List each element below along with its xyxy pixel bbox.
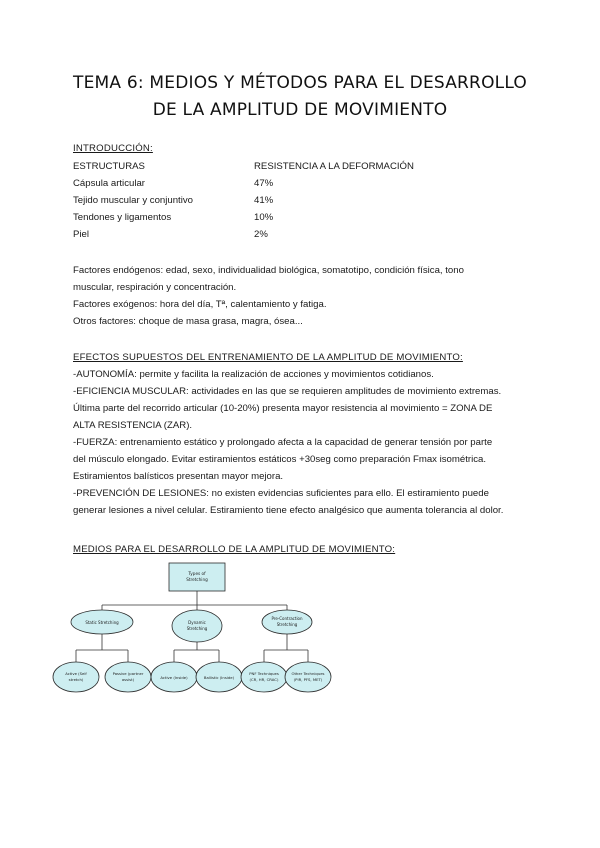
factors-line: Factores endógenos: edad, sexo, individualidad biológica, somatotipo, condición física, tono: [73, 265, 464, 276]
leaf-label-line: Passive (partner: [112, 671, 144, 676]
col-structures-header: ESTRUCTURAS: [73, 161, 145, 172]
effects-line: -PREVENCIÓN DE LESIONES: no existen evidencias suficientes para ello. El estiramiento puede: [73, 488, 489, 499]
structure-value: 2%: [254, 229, 268, 240]
node-label-line: Stretching: [276, 622, 298, 627]
leaf-label-line: stretch): [68, 677, 84, 682]
leaf-label-line: Ballistic (Inside): [203, 675, 235, 680]
leaf-label-line: (CR, HR, CRAC): [249, 677, 279, 682]
factors-line: muscular, respiración y concentración.: [73, 282, 237, 293]
factors-line: Otros factores: choque de masa grasa, magra, ósea...: [73, 316, 303, 327]
effects-line: -EFICIENCIA MUSCULAR: actividades en las que se requieren amplitudes de movimiento extremas.: [73, 386, 502, 397]
effects-line: -AUTONOMÍA: permite y facilita la realización de acciones y movimientos cotidianos.: [73, 369, 434, 380]
effects-line: -FUERZA: entrenamiento estático y prolongado afecta a la capacidad de generar tensión por parte: [73, 437, 493, 448]
factors-line: Factores exógenos: hora del día, Tª, calentamiento y fatiga.: [73, 299, 327, 310]
node-label-line: Dynamic: [188, 620, 206, 625]
effects-line: ALTA RESISTENCIA (ZAR).: [73, 420, 193, 431]
col-resistance-header: RESISTENCIA A LA DEFORMACIÓN: [254, 161, 414, 172]
effects-line: Última parte del recorrido articular (10-20%) presenta mayor resistencia al movimiento = ZONA DE: [73, 403, 493, 414]
root-label-line: Stretching: [186, 577, 208, 582]
intro-heading: INTRODUCCIÓN:: [73, 143, 153, 154]
node-label-line: Static Stretching: [85, 620, 119, 625]
structure-name: Cápsula articular: [73, 178, 145, 189]
node-label-line: Stretching: [186, 626, 208, 631]
effects-line: del músculo elongado. Evitar estiramientos estáticos +30seg como preparación Fmax isométrica.: [73, 454, 486, 465]
structure-value: 41%: [254, 195, 274, 206]
structure-name: Piel: [73, 229, 89, 240]
title-line-2: DE LA AMPLITUD DE MOVIMIENTO: [152, 100, 448, 120]
leaf-label-line: assist): [121, 677, 135, 682]
structure-name: Tejido muscular y conjuntivo: [73, 195, 193, 206]
structure-value: 10%: [254, 212, 274, 223]
means-heading: MEDIOS PARA EL DESARROLLO DE LA AMPLITUD DE MOVIMIENTO:: [73, 544, 396, 555]
effects-line: Estiramientos balísticos presentan mayor mejora.: [73, 471, 284, 482]
leaf-label-line: PNF Techniques: [249, 671, 279, 676]
root-label-line: Types of: [188, 571, 206, 576]
structure-name: Tendones y ligamentos: [73, 212, 172, 223]
leaf-label-line: Active (Inside): [160, 675, 188, 680]
leaf-label-line: (PIR, PFS, MET): [293, 677, 323, 682]
leaf-label-line: Active (Self: [65, 671, 87, 676]
node-label-line: Pre-Contraction: [271, 616, 303, 621]
effects-heading: EFECTOS SUPUESTOS DEL ENTRENAMIENTO DE LA AMPLITUD DE MOVIMIENTO:: [73, 352, 463, 363]
structure-value: 47%: [254, 178, 274, 189]
effects-line: generar lesiones a nivel celular. Estiramiento tiene efecto analgésico que aumenta tolerancia al dolor.: [73, 505, 504, 516]
title-line-1: TEMA 6: MEDIOS Y MÉTODOS PARA EL DESARROLLO: [73, 73, 527, 93]
leaf-label-line: Other Techniques: [291, 671, 325, 676]
